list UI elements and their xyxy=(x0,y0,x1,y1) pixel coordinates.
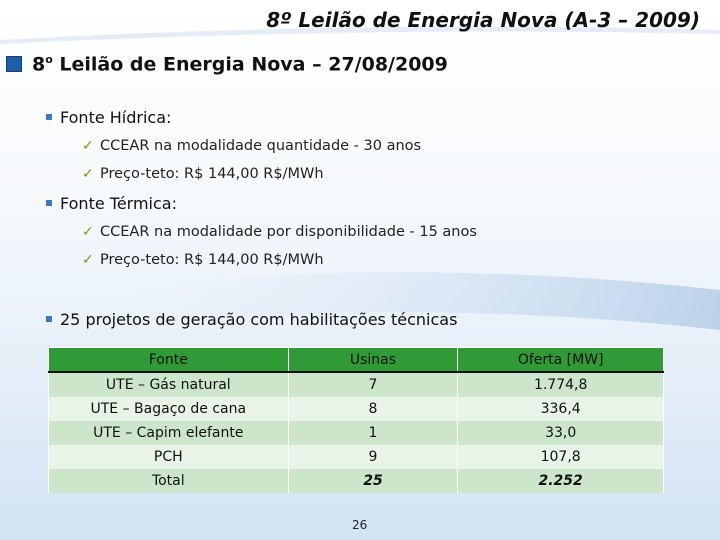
table-header-cell: Oferta [MW] xyxy=(458,348,664,373)
hidrica-subitem-text: CCEAR na modalidade quantidade - 30 anos xyxy=(100,138,422,154)
table-header-row xyxy=(49,348,664,373)
slide-title: 8º Leilão de Energia Nova (A-3 – 2009) xyxy=(266,8,700,32)
small-square-bullet-icon xyxy=(46,200,52,206)
table-total-row xyxy=(49,469,664,493)
table-cell: 9 xyxy=(288,445,458,469)
auction-table xyxy=(48,347,664,493)
table-row xyxy=(49,397,664,421)
table-cell: 7 xyxy=(288,372,458,397)
table-cell: PCH xyxy=(49,445,289,469)
heading-prefix: 8 xyxy=(32,53,46,76)
table-row xyxy=(49,372,664,397)
heading-superscript: o xyxy=(45,53,53,66)
page-number: 26 xyxy=(352,518,368,532)
table-cell: Total xyxy=(49,469,289,493)
hidrica-item xyxy=(60,108,171,127)
hidrica-label: Fonte Hídrica: xyxy=(60,108,172,127)
small-square-bullet-icon xyxy=(46,316,52,322)
table-cell: 25 xyxy=(288,469,458,493)
projetos-text: 25 projetos de geração com habilitações técnicas xyxy=(60,310,458,329)
checkmark-icon: ✓ xyxy=(82,138,94,154)
termica-subitem xyxy=(82,224,477,240)
table-cell: UTE – Bagaço de cana xyxy=(49,397,289,421)
table-cell: 2.252 xyxy=(458,469,664,493)
table-row xyxy=(49,445,664,469)
checkmark-icon: ✓ xyxy=(82,166,94,182)
table-header-cell: Usinas xyxy=(288,348,458,373)
heading-text: Leilão de Energia Nova – 27/08/2009 xyxy=(52,53,448,76)
termica-subitem-text: CCEAR na modalidade por disponibilidade - 15 anos xyxy=(100,224,477,240)
small-square-bullet-icon xyxy=(46,114,52,120)
termica-label: Fonte Térmica: xyxy=(60,194,177,213)
hidrica-subitem-text: Preço-teto: R$ 144,00 R$/MWh xyxy=(100,166,324,182)
table-cell: 1.774,8 xyxy=(458,372,664,397)
termica-subitem-text: Preço-teto: R$ 144,00 R$/MWh xyxy=(100,252,324,268)
hidrica-subitem xyxy=(82,166,324,182)
table-cell: UTE – Gás natural xyxy=(49,372,289,397)
table-row xyxy=(49,421,664,445)
square-bullet-icon xyxy=(6,56,22,72)
termica-item xyxy=(60,194,177,213)
table-cell: 336,4 xyxy=(458,397,664,421)
hidrica-subitem xyxy=(82,138,422,154)
checkmark-icon: ✓ xyxy=(82,252,94,268)
projetos-item xyxy=(60,310,457,329)
table-cell: 8 xyxy=(288,397,458,421)
table-cell: UTE – Capim elefante xyxy=(49,421,289,445)
table-cell: 33,0 xyxy=(458,421,664,445)
table-cell: 1 xyxy=(288,421,458,445)
termica-subitem xyxy=(82,252,324,268)
table-cell: 107,8 xyxy=(458,445,664,469)
checkmark-icon: ✓ xyxy=(82,224,94,240)
section-heading xyxy=(32,53,448,75)
table-header-cell: Fonte xyxy=(49,348,289,373)
